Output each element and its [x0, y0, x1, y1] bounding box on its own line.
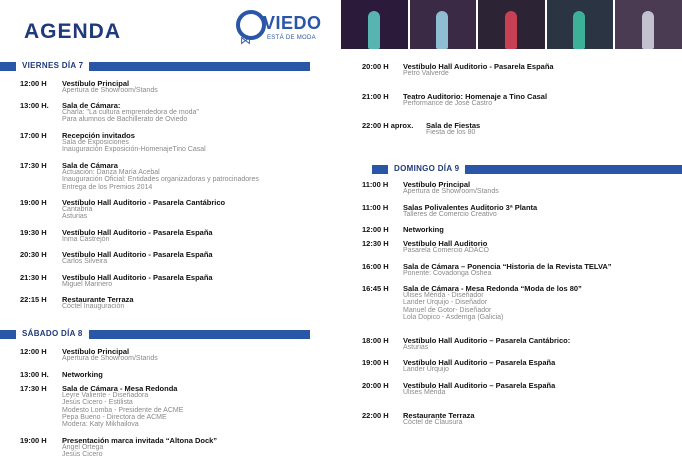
event-time: 19:00 H [362, 358, 389, 367]
event-title: Vestíbulo Hall Auditorio - Pasarela España [62, 273, 213, 282]
runway-photo [478, 0, 545, 49]
event-detail: Inauguración Oficial: Entidades organizadoras y patrocinadores [62, 176, 259, 184]
event-title: Sala de Cámara [62, 161, 118, 170]
event-time: 19:30 H [20, 228, 47, 237]
event-detail: Lola Dopico - Asdemga (Galicia) [403, 313, 504, 321]
event-detail: Talleres de Comercio Creativo [403, 211, 497, 218]
runway-photo [410, 0, 477, 49]
event-time: 13:00 H. [20, 101, 49, 110]
event-title: Vestíbulo Principal [62, 79, 130, 88]
event-title: Teatro Auditorio: Homenaje a Tino Casal [403, 92, 548, 101]
event-detail: Inma Castrejón [62, 236, 110, 243]
event-title: Vestíbulo Hall Auditorio - Pasarela España [62, 250, 213, 259]
event-time: 19:00 H [20, 436, 47, 445]
event-detail: Performance de José Castro [403, 100, 493, 107]
event-title: Recepción invitados [62, 131, 135, 140]
event-detail: Modera: Katy Mikhailova [62, 421, 139, 429]
event-detail: Inauguración Exposición-HomenajeTino Casal [62, 146, 206, 154]
runway-model-figure [368, 11, 380, 49]
event-title: Sala de Cámara - Mesa Redonda “Moda de los 80” [403, 284, 582, 293]
event-time: 12:30 H [362, 239, 389, 248]
event-detail: Ulises Mérida [403, 389, 446, 396]
runway-photo [615, 0, 682, 49]
event-detail: Miguel Marinero [62, 281, 113, 288]
event-time: 21:30 H [20, 273, 47, 282]
event-title: Restaurante Terraza [403, 411, 475, 420]
event-title: Vestíbulo Hall Auditorio - Pasarela Cantábrico [62, 198, 226, 207]
event-detail: Actuación: Danza María Acebal [62, 169, 160, 176]
event-detail: Petro Valverde [403, 70, 449, 77]
event-title: Vestíbulo Hall Auditorio - Pasarela España [62, 228, 213, 237]
event-title: Vestíbulo Hall Auditorio – Pasarela España [403, 358, 556, 367]
event-time: 16:45 H [362, 284, 389, 293]
event-detail: Asturias [62, 213, 88, 221]
event-detail: Manuel de Gotor- Diseñador [403, 306, 492, 314]
event-detail: Para alumnos de Bachillerato de Oviedo [62, 116, 188, 124]
event-title: Vestíbulo Principal [403, 180, 471, 189]
event-detail: Cóctel de Clausura [403, 419, 463, 426]
runway-model-figure [642, 11, 654, 49]
event-time: 22:00 H aprox. [362, 121, 414, 130]
event-time: 19:00 H [20, 198, 47, 207]
event-title: Restaurante Terraza [62, 295, 134, 304]
event-detail: Entrega de los Premios 2014 [62, 183, 153, 191]
event-title: Salas Polivalentes Auditorio 3ª Planta [403, 203, 538, 212]
event-detail: Sala de Exposiciones [62, 139, 129, 146]
event-detail: Leyre Valiente - Diseñadora [62, 392, 149, 399]
event-time: 22:00 H [362, 411, 389, 420]
logo-tagline: ESTÁ DE MODA [267, 35, 316, 41]
event-time: 12:00 H [362, 225, 389, 234]
event-time: 13:00 H. [20, 370, 49, 379]
event-detail: Ulises Mérida - Diseñador [403, 292, 484, 299]
event-detail: Apertura de Showroom/Stands [403, 188, 499, 195]
event-detail: Jesús Cicero [62, 451, 103, 459]
event-time: 16:00 H [362, 262, 389, 271]
event-time: 21:00 H [362, 92, 389, 101]
event-title: Vestíbulo Principal [62, 347, 130, 356]
event-title: Vestíbulo Hall Auditorio – Pasarela España [403, 381, 556, 390]
event-detail: Modesto Lomba - Presidente de ACME [62, 406, 184, 414]
event-detail: Pasarela Comercio ADACO [403, 247, 489, 254]
event-title: Sala de Cámara: [62, 101, 121, 110]
event-detail: Cóctel Inauguración [62, 303, 125, 310]
event-time: 17:30 H [20, 384, 47, 393]
event-title: Sala de Fiestas [426, 121, 481, 130]
event-detail: Charla: "La cultura emprendedora de moda" [62, 109, 199, 116]
runway-photo-strip [341, 0, 682, 49]
event-title: Vestíbulo Hall Auditorio – Pasarela Cantábrico: [403, 336, 571, 345]
oviedo-logo [236, 8, 322, 50]
event-time: 11:00 H [362, 180, 389, 189]
section-label-sabado: SÁBADO DÍA 8 [16, 328, 89, 340]
event-title: Presentación marca invitada “Altona Dock” [62, 436, 218, 445]
event-time: 17:00 H [20, 131, 47, 140]
event-detail: Lander Urquijo [403, 366, 449, 373]
event-time: 12:00 H [20, 347, 47, 356]
event-detail: Cantabria [62, 206, 93, 213]
event-detail: Apertura de Showroom/Stands [62, 87, 158, 94]
event-detail: Carlos Silveira [62, 258, 108, 265]
logo-wordmark: VIEDO [263, 13, 322, 33]
event-detail: Jesús Cicero - Estilista [62, 399, 133, 407]
runway-model-figure [436, 11, 448, 49]
event-detail: Ponente: Covadonga Oshea [403, 270, 492, 277]
event-title: Vestíbulo Hall Auditorio [403, 239, 488, 248]
event-time: 22:15 H [20, 295, 47, 304]
runway-model-figure [505, 11, 517, 49]
event-time: 20:00 H [362, 62, 389, 71]
event-time: 18:00 H [362, 336, 389, 345]
event-detail: Pepa Bueno - Directora de ACME [62, 413, 167, 421]
bow-tie-icon: ⋈ [240, 35, 251, 47]
event-title: Sala de Cámara - Mesa Redonda [62, 384, 178, 393]
section-label-domingo: DOMINGO DÍA 9 [388, 163, 465, 175]
agenda-title: AGENDA [24, 20, 122, 43]
event-time: 17:30 H [20, 161, 47, 170]
section-label-viernes: VIERNES DÍA 7 [16, 60, 89, 72]
event-title: Sala de Cámara – Ponencia “Historia de la Revista TELVA” [403, 262, 612, 271]
runway-model-figure [573, 11, 585, 49]
event-title: Networking [62, 370, 103, 379]
event-time: 20:30 H [20, 250, 47, 259]
event-time: 20:00 H [362, 381, 389, 390]
event-detail: Lander Urquijo - Diseñador [403, 299, 488, 307]
event-title: Networking [403, 225, 444, 234]
event-detail: Asturias [403, 344, 429, 351]
event-detail: Apertura de Showroom/Stands [62, 355, 158, 362]
runway-photo [547, 0, 614, 49]
event-detail: Fiesta de los 80 [426, 129, 476, 136]
event-time: 11:00 H [362, 203, 389, 212]
event-detail: Ángel Ortega [62, 444, 104, 451]
event-title: Vestíbulo Hall Auditorio - Pasarela España [403, 62, 554, 71]
runway-photo [341, 0, 408, 49]
event-time: 12:00 H [20, 79, 47, 88]
